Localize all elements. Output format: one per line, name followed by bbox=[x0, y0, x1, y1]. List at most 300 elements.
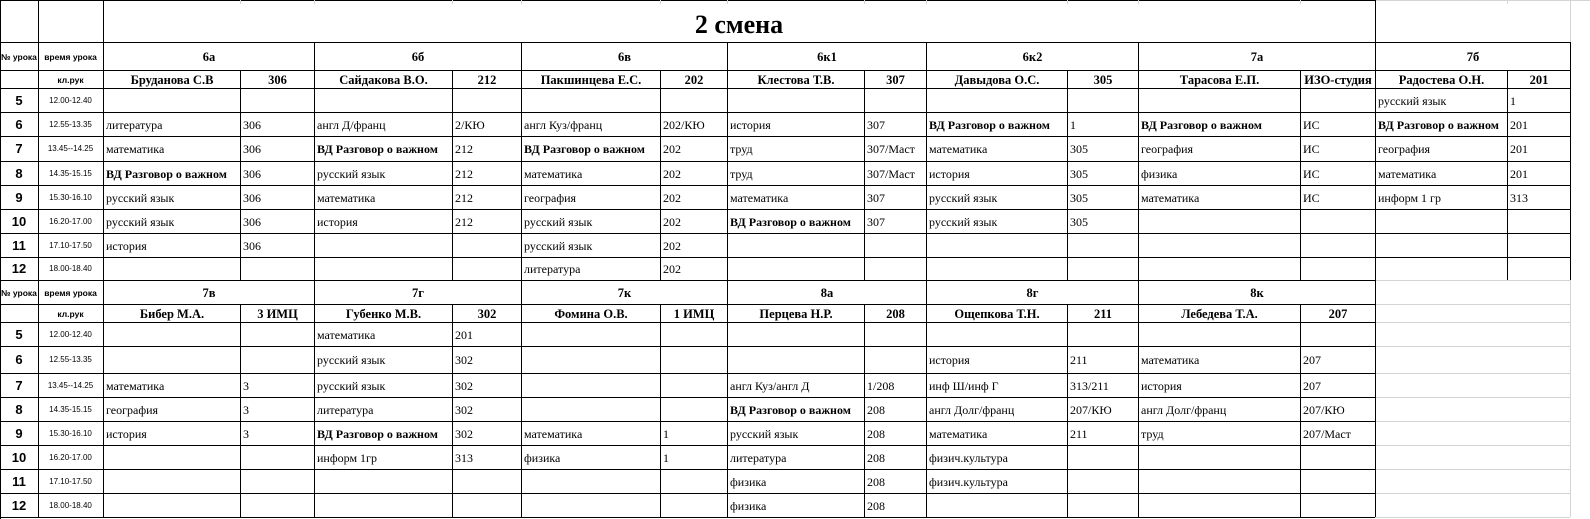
grid-line bbox=[240, 0, 241, 4]
class-room: 207 bbox=[1328, 306, 1348, 321]
lesson-room bbox=[865, 89, 926, 112]
lesson-time: 14.35-15.15 bbox=[49, 404, 92, 414]
lesson-time: 17.10-17.50 bbox=[49, 240, 92, 250]
lesson-time: 12.00-12.40 bbox=[49, 329, 92, 339]
grid-line bbox=[1375, 322, 1570, 323]
class-room: 3 ИМЦ bbox=[257, 306, 298, 321]
lesson-number: 10 bbox=[11, 449, 27, 465]
lesson-room bbox=[1068, 446, 1138, 469]
lesson-subject: русский язык bbox=[929, 190, 998, 205]
lesson-number-header: № урока bbox=[1, 287, 37, 298]
lesson-room bbox=[661, 323, 727, 346]
lesson-room: 202 bbox=[663, 142, 681, 156]
lesson-room: 2/КЮ bbox=[455, 117, 485, 132]
lesson-subject bbox=[1139, 234, 1300, 257]
lesson-room: 305 bbox=[1070, 214, 1088, 229]
lesson-number: 10 bbox=[11, 213, 27, 229]
grid-line bbox=[1375, 373, 1570, 374]
grid-line bbox=[1375, 346, 1570, 347]
lesson-number: 9 bbox=[15, 425, 23, 441]
lesson-subject: русский язык bbox=[317, 378, 386, 393]
grid-line bbox=[1375, 280, 1570, 281]
lesson-subject: ВД Разговор о важном bbox=[106, 166, 227, 181]
lesson-subject: ВД Разговор о важном bbox=[1141, 117, 1262, 132]
lesson-room bbox=[1508, 258, 1570, 280]
class-name: 6в bbox=[617, 49, 631, 64]
lesson-subject: физика bbox=[524, 450, 561, 465]
lesson-room: 207/КЮ bbox=[1070, 402, 1112, 417]
lesson-room: 202 bbox=[663, 166, 681, 181]
lesson-room bbox=[865, 234, 926, 257]
lesson-room: 202 bbox=[663, 238, 681, 253]
lesson-room bbox=[1301, 210, 1375, 233]
lesson-subject bbox=[104, 89, 240, 112]
lesson-time: 15.30-16.10 bbox=[49, 428, 92, 438]
grid-line bbox=[727, 0, 728, 4]
lesson-subject bbox=[927, 323, 1067, 346]
lesson-subject: англ Долг/франц bbox=[929, 402, 1015, 417]
lesson-room bbox=[453, 89, 521, 112]
lesson-subject: ВД Разговор о важном bbox=[317, 426, 438, 441]
lesson-subject bbox=[1139, 494, 1300, 517]
lesson-subject bbox=[1139, 89, 1300, 112]
lesson-room: 313 bbox=[455, 450, 473, 465]
lesson-subject bbox=[104, 446, 240, 469]
lesson-room: 211 bbox=[1070, 426, 1088, 441]
lesson-subject: литература bbox=[106, 117, 163, 132]
lesson-room: 208 bbox=[867, 450, 885, 465]
lesson-room: 202 bbox=[663, 190, 681, 205]
lesson-room: 1 bbox=[1070, 117, 1076, 132]
lesson-room: ИС bbox=[1303, 190, 1320, 205]
lesson-room: 307/Маст bbox=[867, 166, 915, 181]
lesson-time-header: время урока bbox=[44, 287, 97, 298]
lesson-room bbox=[1068, 234, 1138, 257]
lesson-subject: география bbox=[524, 190, 577, 205]
grid-line bbox=[1375, 304, 1570, 305]
lesson-room bbox=[1301, 446, 1375, 469]
class-name: 6к1 bbox=[817, 49, 837, 64]
grid-line bbox=[864, 0, 865, 4]
grid-line bbox=[1375, 0, 1590, 1]
lesson-room: 202/КЮ bbox=[663, 117, 705, 132]
class-teacher: Лебедева Т.А. bbox=[1181, 306, 1258, 321]
lesson-room: 211 bbox=[1070, 353, 1088, 367]
lesson-subject bbox=[315, 494, 452, 517]
lesson-room: 202 bbox=[663, 214, 681, 229]
class-room: 201 bbox=[1529, 72, 1549, 87]
lesson-subject: физика bbox=[730, 474, 767, 489]
lesson-number: 8 bbox=[15, 401, 23, 417]
grid-line bbox=[1570, 42, 1571, 280]
grid-line bbox=[103, 0, 104, 42]
lesson-room: 202 bbox=[663, 262, 681, 276]
lesson-subject: математика bbox=[524, 426, 583, 441]
lesson-subject bbox=[104, 347, 240, 373]
lesson-number: 6 bbox=[15, 116, 23, 132]
class-room: 306 bbox=[268, 72, 287, 87]
grid-line bbox=[521, 0, 522, 4]
lesson-subject bbox=[728, 323, 864, 346]
lesson-subject: англ Долг/франц bbox=[1141, 402, 1227, 417]
lesson-room bbox=[241, 470, 314, 493]
lesson-room bbox=[1301, 258, 1375, 280]
lesson-subject: история bbox=[730, 117, 771, 132]
lesson-room: 307 bbox=[867, 214, 885, 229]
lesson-subject bbox=[927, 258, 1067, 280]
lesson-room: 207/КЮ bbox=[1303, 402, 1345, 417]
lesson-room bbox=[453, 234, 521, 257]
lesson-time-header: время урока bbox=[44, 51, 97, 62]
lesson-room: 208 bbox=[867, 426, 885, 441]
lesson-room bbox=[453, 470, 521, 493]
lesson-subject: математика bbox=[106, 142, 165, 156]
lesson-number: 7 bbox=[15, 377, 23, 393]
lesson-room: 212 bbox=[455, 166, 473, 181]
class-teacher: Перцева Н.Р. bbox=[759, 306, 833, 321]
class-teacher: Пакшинцева Е.С. bbox=[540, 72, 642, 87]
lesson-room: 207 bbox=[1303, 378, 1321, 393]
lesson-room bbox=[661, 494, 727, 517]
class-teacher-label: кл.рук bbox=[57, 308, 84, 319]
lesson-time: 12.55-13.35 bbox=[49, 355, 92, 364]
class-name: 7в bbox=[202, 285, 216, 300]
class-name: 7б bbox=[1466, 49, 1480, 64]
grid-line bbox=[1067, 0, 1068, 4]
lesson-room: 302 bbox=[455, 353, 473, 367]
lesson-room bbox=[453, 494, 521, 517]
grid-line bbox=[1375, 0, 1376, 42]
lesson-room: 306 bbox=[243, 214, 261, 229]
class-teacher: Давыдова О.С. bbox=[954, 72, 1040, 87]
lesson-room: 302 bbox=[455, 402, 473, 417]
lesson-room bbox=[241, 494, 314, 517]
lesson-room: 1 bbox=[663, 426, 669, 441]
grid-line bbox=[452, 0, 453, 4]
lesson-subject bbox=[1376, 258, 1507, 280]
lesson-room: ИС bbox=[1303, 117, 1320, 132]
lesson-time: 16.20-17.00 bbox=[49, 452, 92, 462]
lesson-subject: русский язык bbox=[524, 214, 593, 229]
grid-line bbox=[38, 0, 39, 42]
lesson-subject: русский язык bbox=[317, 353, 386, 367]
lesson-subject bbox=[315, 258, 452, 280]
lesson-room: 3 bbox=[243, 426, 249, 441]
lesson-number: 9 bbox=[15, 189, 23, 205]
lesson-subject bbox=[1376, 234, 1507, 257]
lesson-room: 212 bbox=[455, 142, 473, 156]
lesson-room bbox=[1068, 323, 1138, 346]
lesson-room: 1 bbox=[663, 450, 669, 465]
lesson-subject: ВД Разговор о важном bbox=[317, 142, 438, 156]
lesson-subject: англ Куз/франц bbox=[524, 117, 603, 132]
lesson-subject bbox=[728, 89, 864, 112]
class-name: 7к bbox=[617, 285, 632, 300]
lesson-subject: математика bbox=[730, 190, 789, 205]
lesson-room: 201 bbox=[1510, 117, 1528, 132]
lesson-subject: история bbox=[106, 238, 147, 253]
lesson-subject: история bbox=[929, 353, 970, 367]
class-name: 6а bbox=[202, 49, 216, 64]
grid-line bbox=[1507, 0, 1508, 4]
class-teacher: Бибер М.А. bbox=[139, 306, 205, 321]
lesson-subject: математика bbox=[929, 426, 988, 441]
lesson-room bbox=[1301, 89, 1375, 112]
lesson-room: ИС bbox=[1303, 142, 1320, 156]
lesson-subject: математика bbox=[929, 142, 988, 156]
lesson-subject bbox=[728, 347, 864, 373]
lesson-subject: ВД Разговор о важном bbox=[524, 142, 645, 156]
lesson-subject: ВД Разговор о важном bbox=[1378, 117, 1499, 132]
lesson-subject bbox=[1139, 258, 1300, 280]
lesson-subject bbox=[104, 470, 240, 493]
lesson-room: 208 bbox=[867, 498, 885, 513]
lesson-number: 5 bbox=[15, 326, 23, 342]
class-room: 208 bbox=[886, 306, 905, 321]
grid-line bbox=[1375, 280, 1376, 517]
lesson-room: 208 bbox=[867, 402, 885, 417]
lesson-subject: география bbox=[1141, 142, 1194, 156]
lesson-subject: русский язык bbox=[1378, 93, 1447, 108]
class-teacher: Сайдакова В.О. bbox=[339, 72, 428, 87]
class-teacher: Клестова Т.В. bbox=[757, 72, 835, 87]
lesson-subject bbox=[522, 398, 660, 421]
grid-line bbox=[1570, 280, 1571, 517]
class-name: 8г bbox=[1026, 285, 1039, 300]
lesson-subject bbox=[1139, 323, 1300, 346]
lesson-subject: география bbox=[106, 402, 159, 417]
lesson-subject bbox=[927, 494, 1067, 517]
grid-line bbox=[1300, 0, 1301, 4]
lesson-subject bbox=[522, 323, 660, 346]
lesson-subject bbox=[522, 89, 660, 112]
lesson-room: 313 bbox=[1510, 190, 1528, 205]
lesson-time: 18.00-18.40 bbox=[49, 500, 92, 510]
lesson-room: 207/Маст bbox=[1303, 426, 1351, 441]
lesson-subject: труд bbox=[730, 142, 753, 156]
lesson-room bbox=[241, 347, 314, 373]
lesson-time: 12.00-12.40 bbox=[49, 95, 92, 105]
lesson-subject: физич.культура bbox=[929, 450, 1008, 465]
lesson-subject: русский язык bbox=[317, 166, 386, 181]
class-teacher: Тарасова Е.П. bbox=[1179, 72, 1260, 87]
class-name: 6к2 bbox=[1022, 49, 1043, 64]
lesson-room: 212 bbox=[455, 190, 473, 205]
lesson-room: 208 bbox=[867, 474, 885, 489]
lesson-room bbox=[1301, 234, 1375, 257]
lesson-number-header: № урока bbox=[1, 51, 37, 62]
lesson-room: 201 bbox=[455, 327, 473, 342]
lesson-room: 212 bbox=[455, 214, 473, 229]
lesson-time: 15.30-16.10 bbox=[49, 192, 92, 202]
class-name: 8к bbox=[1250, 285, 1264, 300]
lesson-room: 307/Маст bbox=[867, 142, 915, 156]
lesson-room bbox=[1301, 494, 1375, 517]
lesson-subject: информ 1 гр bbox=[1378, 190, 1441, 205]
lesson-room bbox=[241, 323, 314, 346]
lesson-room: ИС bbox=[1303, 166, 1320, 181]
grid-line bbox=[314, 0, 315, 4]
lesson-room: 305 bbox=[1070, 142, 1088, 156]
lesson-subject: математика bbox=[106, 378, 165, 393]
lesson-number: 8 bbox=[15, 165, 23, 181]
lesson-subject: математика bbox=[1378, 166, 1437, 181]
lesson-subject: география bbox=[1378, 142, 1431, 156]
lesson-time: 12.55-13.35 bbox=[49, 119, 92, 129]
lesson-room: 305 bbox=[1070, 190, 1088, 205]
class-room: 211 bbox=[1093, 306, 1113, 321]
class-room: 307 bbox=[886, 72, 905, 87]
lesson-subject bbox=[522, 470, 660, 493]
class-teacher: Фомина О.В. bbox=[554, 306, 628, 321]
lesson-number: 12 bbox=[11, 497, 27, 513]
class-name: 6б bbox=[411, 49, 425, 64]
page-title: 2 смена bbox=[694, 10, 784, 39]
lesson-room: 305 bbox=[1070, 166, 1088, 181]
lesson-room bbox=[241, 258, 314, 280]
lesson-room: 1/208 bbox=[867, 378, 895, 393]
lesson-room: 207 bbox=[1303, 353, 1321, 367]
lesson-subject: русский язык bbox=[524, 238, 593, 253]
lesson-subject: труд bbox=[1141, 426, 1164, 441]
lesson-room bbox=[865, 347, 926, 373]
lesson-subject: физика bbox=[730, 498, 767, 513]
lesson-room bbox=[241, 89, 314, 112]
lesson-room bbox=[1068, 494, 1138, 517]
lesson-room bbox=[865, 258, 926, 280]
class-teacher-label: кл.рук bbox=[57, 74, 84, 85]
lesson-subject: история bbox=[1141, 378, 1182, 393]
lesson-subject: труд bbox=[730, 166, 753, 181]
class-teacher: Бруданова С.В bbox=[130, 72, 214, 87]
lesson-subject bbox=[315, 470, 452, 493]
lesson-time: 18.00-18.40 bbox=[49, 264, 92, 273]
lesson-room: 306 bbox=[243, 117, 261, 132]
class-room: 302 bbox=[477, 306, 497, 321]
lesson-time: 13.45--14.25 bbox=[47, 144, 94, 153]
lesson-room bbox=[1301, 323, 1375, 346]
grid-line bbox=[660, 0, 661, 4]
lesson-subject bbox=[522, 494, 660, 517]
grid-line bbox=[1570, 0, 1571, 42]
lesson-room: 306 bbox=[243, 190, 261, 205]
grid-line bbox=[1375, 517, 1570, 518]
lesson-subject: русский язык bbox=[106, 190, 175, 205]
lesson-subject: математика bbox=[317, 190, 376, 205]
class-teacher: Радостева О.Н. bbox=[1398, 72, 1485, 87]
grid-line bbox=[1375, 397, 1570, 398]
lesson-subject: литература bbox=[317, 402, 374, 417]
lesson-room bbox=[1068, 258, 1138, 280]
lesson-room: 313/211 bbox=[1070, 378, 1109, 393]
lesson-number: 5 bbox=[15, 92, 23, 108]
lesson-number: 6 bbox=[15, 352, 23, 367]
lesson-room: 306 bbox=[243, 238, 261, 253]
lesson-subject bbox=[315, 234, 452, 257]
lesson-room bbox=[661, 470, 727, 493]
lesson-subject: физич.культура bbox=[929, 474, 1008, 489]
class-room: 1 ИМЦ bbox=[673, 306, 715, 321]
grid-line bbox=[0, 0, 1375, 1]
lesson-subject: математика bbox=[317, 327, 376, 342]
lesson-subject: математика bbox=[1141, 353, 1200, 367]
class-room: 202 bbox=[684, 72, 704, 87]
lesson-subject: история bbox=[106, 426, 147, 441]
lesson-time: 14.35-15.15 bbox=[49, 168, 92, 178]
lesson-subject: русский язык bbox=[730, 426, 799, 441]
lesson-subject: литература bbox=[730, 450, 787, 465]
lesson-subject bbox=[1139, 210, 1300, 233]
class-room: ИЗО-студия bbox=[1304, 72, 1372, 87]
lesson-subject bbox=[522, 347, 660, 373]
lesson-room: 302 bbox=[455, 426, 473, 441]
lesson-room: 3 bbox=[243, 378, 249, 393]
lesson-room: 307 bbox=[867, 117, 885, 132]
grid-line bbox=[926, 0, 927, 4]
lesson-room: 302 bbox=[455, 378, 473, 393]
lesson-room bbox=[1508, 234, 1570, 257]
grid-line bbox=[1138, 0, 1139, 4]
lesson-number: 11 bbox=[12, 473, 26, 489]
lesson-room bbox=[661, 89, 727, 112]
class-room: 305 bbox=[1093, 72, 1113, 87]
class-teacher: Ощепкова Т.Н. bbox=[954, 306, 1040, 321]
lesson-subject bbox=[104, 494, 240, 517]
grid-line bbox=[0, 517, 1375, 518]
lesson-subject bbox=[1139, 470, 1300, 493]
lesson-number: 12 bbox=[11, 261, 27, 276]
lesson-subject bbox=[104, 258, 240, 280]
lesson-room: 306 bbox=[243, 142, 261, 156]
grid-line bbox=[1375, 469, 1570, 470]
lesson-subject: физика bbox=[1141, 166, 1178, 181]
lesson-subject: литература bbox=[524, 262, 581, 276]
lesson-subject: англ Куз/англ Д bbox=[730, 378, 810, 393]
class-name: 7а bbox=[1250, 49, 1264, 64]
lesson-subject bbox=[728, 234, 864, 257]
lesson-room: 306 bbox=[243, 166, 261, 181]
lesson-subject bbox=[104, 323, 240, 346]
lesson-room bbox=[661, 374, 727, 397]
lesson-room bbox=[661, 347, 727, 373]
lesson-room: 307 bbox=[867, 190, 885, 205]
lesson-time: 13.45--14.25 bbox=[47, 380, 94, 390]
class-teacher: Губенко М.В. bbox=[345, 306, 422, 321]
lesson-number: 11 bbox=[12, 237, 26, 253]
lesson-subject: математика bbox=[1141, 190, 1200, 205]
lesson-subject: русский язык bbox=[929, 214, 998, 229]
lesson-subject: информ 1гр bbox=[317, 450, 377, 465]
lesson-time: 16.20-17.00 bbox=[49, 216, 92, 226]
lesson-subject: инф Ш/инф Г bbox=[929, 378, 999, 393]
lesson-subject: история bbox=[929, 166, 970, 181]
class-name: 8а bbox=[820, 285, 834, 300]
lesson-room bbox=[865, 323, 926, 346]
lesson-subject: ВД Разговор о важном bbox=[929, 117, 1050, 132]
lesson-subject: русский язык bbox=[106, 214, 175, 229]
class-name: 7г bbox=[412, 285, 424, 300]
lesson-room bbox=[453, 258, 521, 280]
class-room: 212 bbox=[477, 72, 497, 87]
lesson-subject: история bbox=[317, 214, 358, 229]
lesson-room bbox=[241, 446, 314, 469]
lesson-room: 3 bbox=[243, 402, 249, 417]
lesson-room: 201 bbox=[1510, 142, 1528, 156]
lesson-room bbox=[1508, 210, 1570, 233]
grid-line bbox=[1375, 445, 1570, 446]
lesson-room: 201 bbox=[1510, 166, 1528, 181]
lesson-subject bbox=[1376, 210, 1507, 233]
